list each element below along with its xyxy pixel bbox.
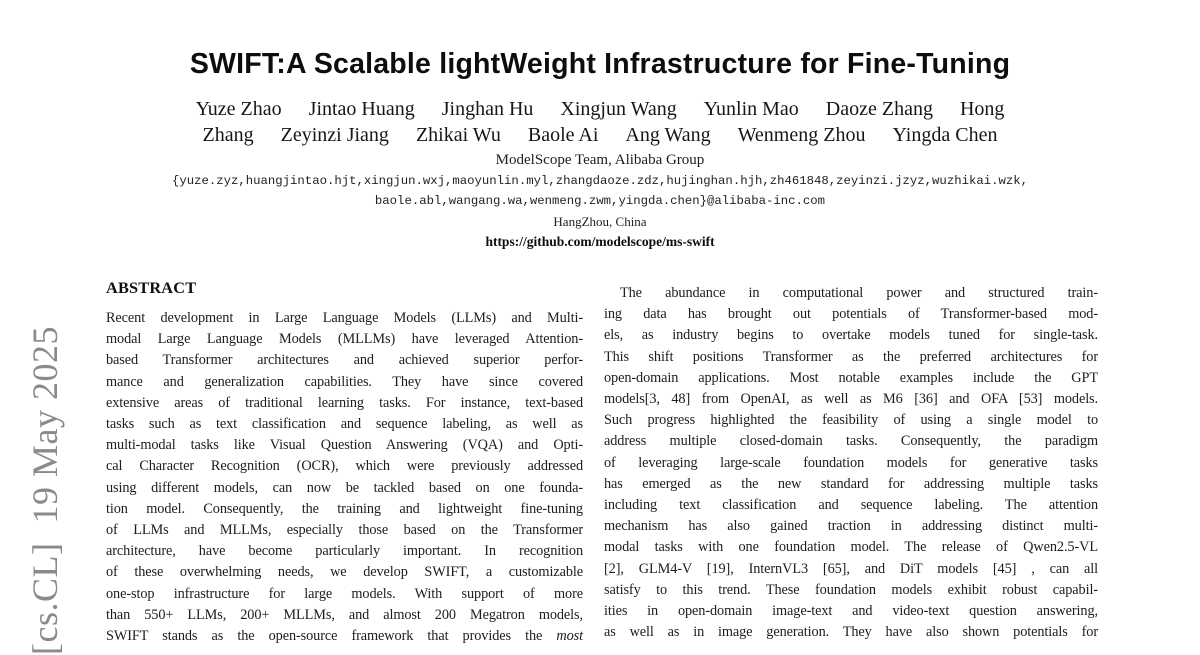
intro-line: mechanism has also gained traction in addressing distinct multi- — [604, 518, 1098, 535]
intro-line: This shift positions Transformer as the preferred architectures for — [604, 348, 1098, 365]
abstract-line: of LLMs and MLLMs, especially those based on the Transformer — [106, 522, 583, 539]
author-name: Wenmeng Zhou — [737, 124, 866, 146]
author-name: Zhang — [202, 124, 254, 146]
intro-text — [604, 283, 1098, 643]
abstract-line: architecture, have become particularly important. In recognition — [106, 543, 583, 560]
abstract-line: Recent development in Large Language Models (LLMs) and Multi- — [106, 310, 583, 326]
intro-line: satisfy to this trend. These foundation models exhibit robust capabil- — [604, 581, 1098, 598]
abstract-line: than 550+ LLMs, 200+ MLLMs, and almost 200 Megatron models, — [106, 606, 583, 623]
abstract-line: mance and generalization capabilities. They have since covered — [106, 373, 583, 390]
abstract-heading: ABSTRACT — [106, 278, 197, 297]
arxiv-sidebar-banner: [cs.CL] 19 May 2025 — [25, 326, 65, 655]
intro-line: ing data has brought out potentials of Transformer-based mod- — [604, 306, 1098, 323]
author-name: Hong — [959, 98, 1005, 120]
intro-line: The abundance in computational power and structured train- — [620, 285, 1098, 301]
intro-line: els, as industry begins to overtake models tuned for single-task. — [604, 327, 1098, 344]
abstract-line: one-stop infrastructure for large models. With support of more — [106, 585, 583, 602]
abstract-line: tion model. Consequently, the training and lightweight fine-tuning — [106, 500, 583, 517]
abstract-line: cal Character Recognition (OCR), which were previously addressed — [106, 458, 583, 475]
author-name: Jintao Huang — [308, 98, 415, 120]
intro-line: ities in open-domain image-text and video-text question answering, — [604, 603, 1098, 620]
location: HangZhou, China — [553, 214, 647, 229]
abstract-line: multi-modal tasks like Visual Question Answering (VQA) and Opti- — [106, 437, 583, 454]
paper-title: SWIFT:A Scalable lightWeight Infrastructure for Fine-Tuning — [189, 48, 1011, 80]
intro-line: [2], GLM4-V [19], InternVL3 [65], and DiT models [45] , can all — [604, 560, 1098, 577]
abstract-line: using different models, can now be tackled based on one founda- — [106, 479, 583, 496]
abstract-text — [106, 308, 583, 626]
intro-line: modal tasks with one foundation model. The release of Qwen2.5-VL — [604, 539, 1098, 556]
abstract-line: of these overwhelming needs, we develop SWIFT, a customizable — [106, 564, 583, 581]
author-name: Xingjun Wang — [560, 98, 677, 120]
author-name: Yingda Chen — [892, 124, 998, 146]
author-name: Baole Ai — [527, 124, 599, 146]
intro-line: has emerged as the new standard for addressing multiple tasks — [604, 475, 1098, 492]
author-name: Zeyinzi Jiang — [280, 124, 389, 146]
paper-header — [0, 0, 1200, 251]
abstract-last-line-emphasis: most — [556, 628, 583, 645]
author-name: Yuze Zhao — [195, 98, 282, 120]
affiliation: ModelScope Team, Alibaba Group — [495, 152, 705, 168]
abstract-line: tasks such as text classification and sequence labeling, as well as — [106, 416, 583, 433]
two-column-body — [106, 278, 1098, 647]
author-list — [0, 96, 1200, 148]
author-row-2 — [0, 122, 1200, 148]
intro-line: models[3, 48] from OpenAI, as well as M6 [36] and OFA [53] models. — [604, 391, 1098, 408]
abstract-last-line-text: SWIFT stands as the open-source framework that provides the — [106, 628, 543, 645]
intro-line: address multiple closed-domain tasks. Consequently, the paradigm — [604, 433, 1098, 450]
author-name: Zhikai Wu — [415, 124, 501, 146]
abstract-line: based Transformer architectures and achieved superior perfor- — [106, 352, 583, 369]
repo-link-row — [0, 233, 1200, 251]
intro-column — [604, 278, 1098, 647]
abstract-line: extensive areas of traditional learning tasks. For instance, text-based — [106, 394, 583, 411]
author-row-1 — [0, 96, 1200, 122]
intro-line: Such progress highlighted the feasibility of using a single model to — [604, 412, 1098, 429]
abstract-line: modal Large Language Models (MLLMs) have leveraged Attention- — [106, 331, 583, 348]
email-block — [0, 172, 1200, 211]
repo-url-link[interactable]: https://github.com/modelscope/ms-swift — [485, 234, 715, 249]
abstract-last-line — [106, 626, 583, 647]
intro-line: as well as in image generation. They have also shown potentials for — [604, 624, 1098, 641]
intro-line: of leveraging large-scale foundation models for generative tasks — [604, 454, 1098, 471]
intro-line: open-domain applications. Most notable examples include the GPT — [604, 369, 1098, 386]
author-name: Ang Wang — [625, 124, 711, 146]
email-line: baole.abl,wangang.wa,wenmeng.zwm,yingda.chen}@alibaba-inc.com — [374, 193, 826, 208]
author-name: Yunlin Mao — [703, 98, 799, 120]
email-line: {yuze.zyz,huangjintao.hjt,xingjun.wxj,maoyunlin.myl,zhangdaoze.zdz,hujinghan.hjh,zh461848,zeyinzi.jzyz,wuzhikai.wzk, — [171, 174, 1028, 188]
author-name: Jinghan Hu — [441, 98, 534, 120]
abstract-column — [106, 278, 583, 647]
intro-line: including text classification and sequence labeling. The attention — [604, 497, 1098, 514]
author-name: Daoze Zhang — [825, 98, 933, 120]
